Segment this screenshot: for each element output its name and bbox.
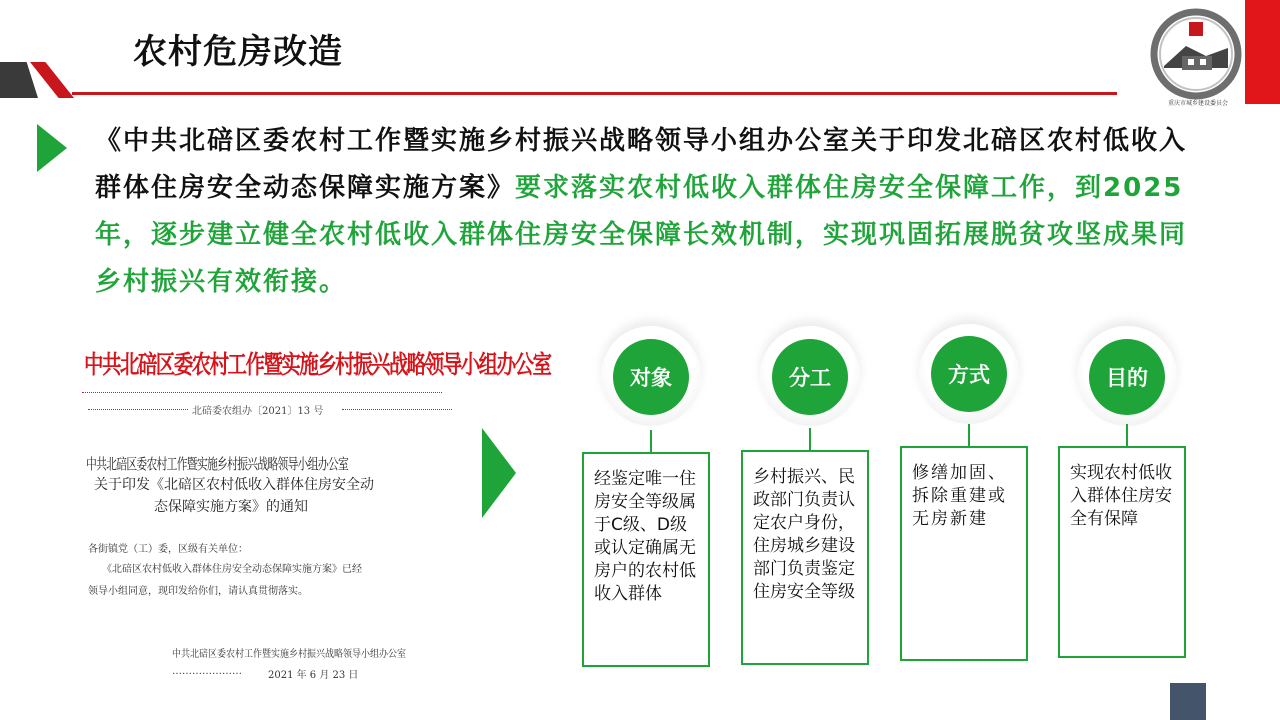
- card-connector: [809, 428, 811, 450]
- intro-black-text: 《中共北碚区委农村工作暨实施乡村振兴战略领导小组办公室关于印发北碚区农村低收入群体住房安全动态保障实施方案》: [95, 126, 1188, 203]
- logo-icon: [1146, 6, 1246, 106]
- document-image: [72, 340, 551, 685]
- card-text-target: 经鉴定唯一住房安全等级属于C级、D级或认定确属无房户的农村低收入群体: [582, 452, 710, 667]
- header-dark-stripe: [0, 62, 38, 98]
- card-label-division: 分工: [772, 339, 848, 415]
- card-label-method: 方式: [931, 336, 1007, 412]
- header-red-stripe: [30, 62, 74, 98]
- card-label-purpose: 目的: [1089, 339, 1165, 415]
- document-number: 北碚委农组办〔2021〕13 号: [192, 406, 324, 417]
- card-label-target: 对象: [613, 339, 689, 415]
- document-body-line1: 《北碚区农村低收入群体住房安全动态保障实施方案》已经: [102, 564, 362, 575]
- card-text-division: 乡村振兴、民政部门负责认定农户身份，住房城乡建设部门负责鉴定住房安全等级: [741, 450, 869, 665]
- document-signature: 中共北碚区委农村工作暨实施乡村振兴战略领导小组办公室: [172, 649, 406, 660]
- document-body-line2: 领导小组同意，现印发给你们，请认真贯彻落实。: [88, 586, 308, 597]
- document-title-line3: 态保障实施方案》的通知: [154, 499, 308, 515]
- corner-red-block: [1245, 0, 1280, 104]
- arrow-triangle-icon: [482, 428, 516, 518]
- document-title-line1: 中共北碚区委农村工作暨实施乡村振兴战略领导小组办公室: [86, 455, 349, 473]
- logo-caption: 重庆市城乡建设委员会: [1167, 100, 1228, 107]
- document-header: 中共北碚区委农村工作暨实施乡村振兴战略领导小组办公室: [84, 350, 551, 379]
- header-divider: [72, 92, 1117, 95]
- card-connector: [1126, 424, 1128, 446]
- card-text-method: 修缮加固、拆除重建或无房新建: [900, 446, 1028, 661]
- document-dotted-left: [88, 409, 188, 410]
- document-dotted-right: [342, 409, 452, 410]
- card-connector: [968, 424, 970, 446]
- corner-dark-square: [1170, 683, 1206, 720]
- document-dotted-date-rule: …………………: [172, 666, 242, 677]
- document-red-rule: [82, 392, 442, 393]
- card-connector: [650, 430, 652, 452]
- intro-green-text: 要求落实农村低收入群体住房安全保障工作，到2025年，逐步建立健全农村低收入群体住房安全保障长效机制，实现巩固拓展脱贫攻坚成果同乡村振兴有效衔接。: [95, 173, 1188, 297]
- bullet-triangle-icon: [37, 124, 67, 172]
- page-title: 农村危房改造: [133, 32, 343, 72]
- document-date: 2021 年 6 月 23 日: [268, 670, 359, 681]
- document-salutation: 各街镇党（工）委，区级有关单位：: [88, 544, 248, 555]
- card-text-purpose: 实现农村低收入群体住房安全有保障: [1058, 446, 1186, 658]
- intro-paragraph: [95, 118, 1205, 306]
- document-title-line2: 关于印发《北碚区农村低收入群体住房安全动: [94, 477, 374, 493]
